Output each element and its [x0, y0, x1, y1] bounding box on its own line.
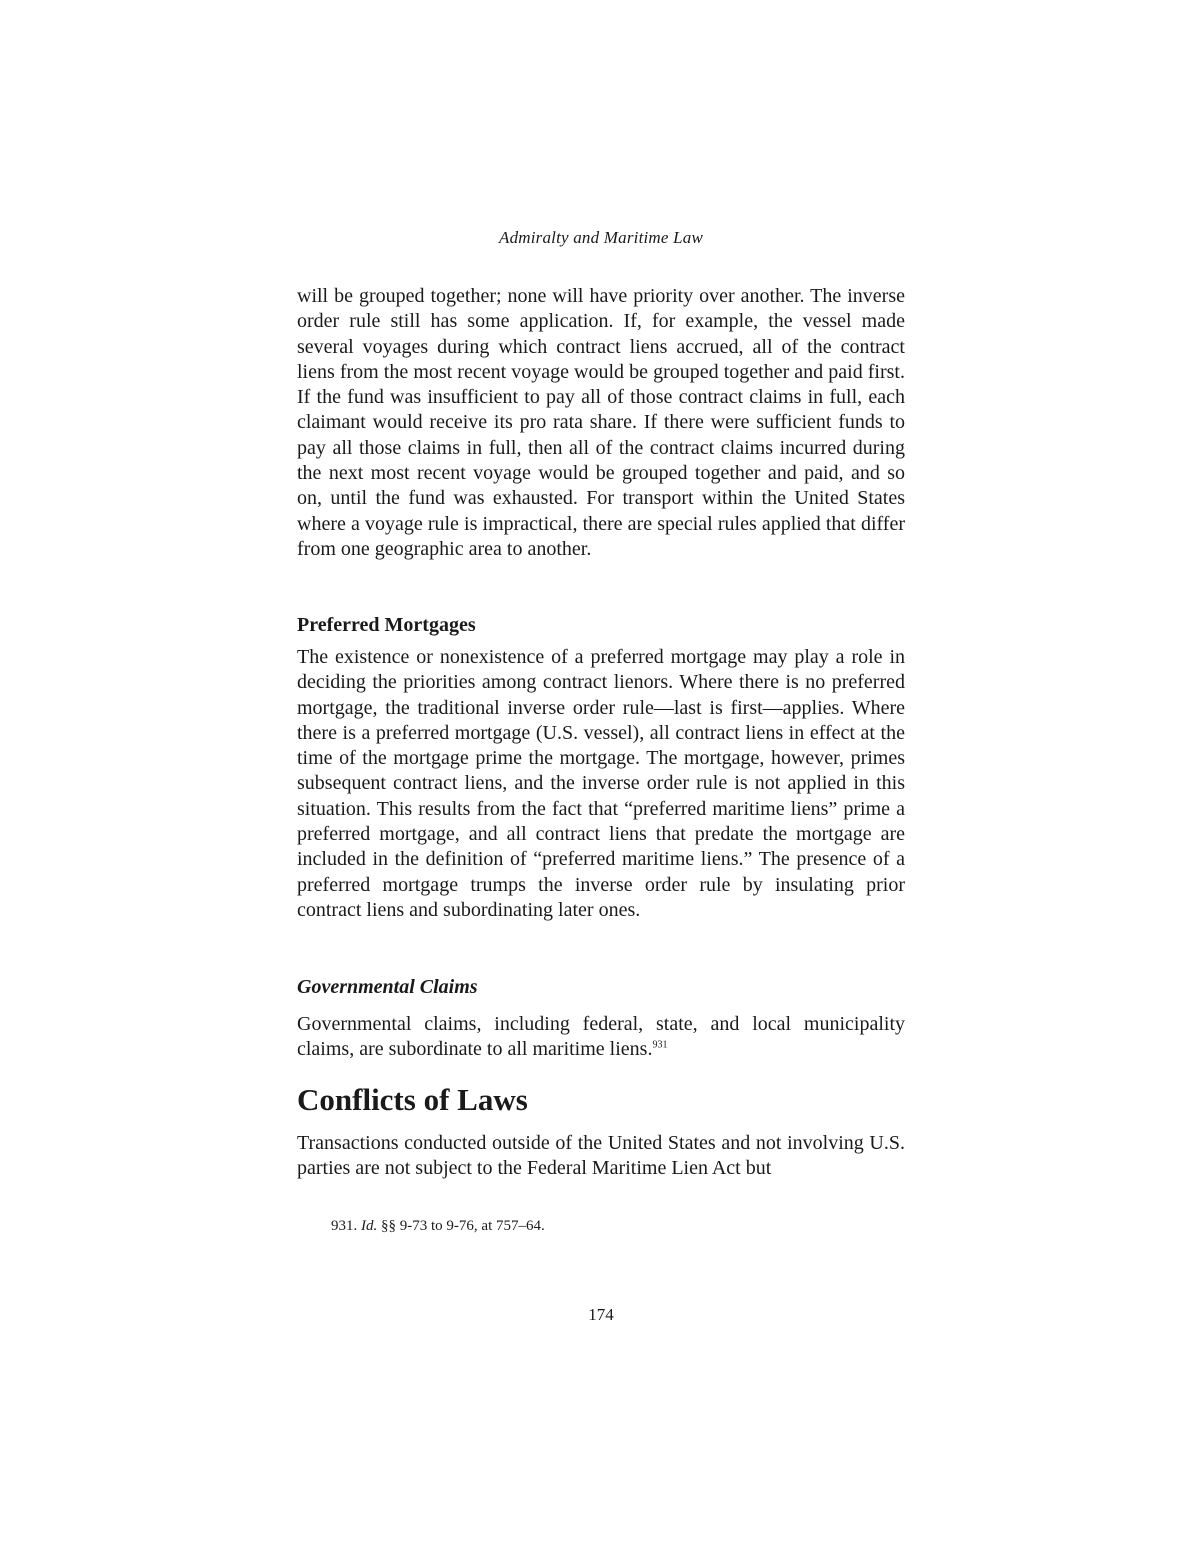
section-heading-governmental-claims: Governmental Claims	[297, 976, 478, 998]
governmental-claims-text: Governmental claims, including federal, state, and local municipality claims, are subordinate to all maritime liens.	[297, 1013, 905, 1061]
footnote-number: 931.	[331, 1218, 358, 1234]
body-paragraph-voyage-rule: will be grouped together; none will have priority over another. The inverse order rule still has some application. If, for example, the vessel made several voyages during which contract liens accrued, all of the contract liens from the most recent voyage would be grouped together and paid first. If the fund was insufficient to pay all of those contract claims in full, each claimant would receive its pro rata share. If there were sufficient funds to pay all those claims in full, then all of the contract claims incurred during the next most recent voyage would be grouped together and paid, and so on, until the fund was exhausted. For transport within the United States where a voyage rule is impractical, there are special rules applied that differ from one geographic area to another.	[297, 285, 905, 560]
section-heading-conflicts-of-laws: Conflicts of Laws	[297, 1082, 528, 1117]
footnote-id: Id.	[361, 1218, 378, 1234]
body-paragraph-conflicts-of-laws: Transactions conducted outside of the United States and not involving U.S. parties are not subject to the Federal Maritime Lien Act but	[297, 1132, 905, 1180]
body-paragraph-preferred-mortgages: The existence or nonexistence of a preferred mortgage may play a role in deciding the priorities among contract lienors. Where there is no preferred mortgage, the traditional inverse order rule—last is first—applies. Where there is a preferred mortgage (U.S. vessel), all contract liens in effect at the time of the mortgage prime the mortgage. The mortgage, however, primes subsequent contract liens, and the inverse order rule is not applied in this situation. This results from the fact that “preferred maritime liens” prime a preferred mortgage, and all contract liens that predate the mortgage are included in the definition of “preferred maritime liens.” The presence of a preferred mortgage trumps the inverse order rule by insulating prior contract liens and subordinating later ones.	[297, 646, 905, 921]
section-heading-preferred-mortgages: Preferred Mortgages	[297, 614, 476, 636]
footnote-931	[331, 1218, 905, 1235]
body-paragraph-governmental-claims	[297, 1012, 905, 1063]
footnote-text: §§ 9-73 to 9-76, at 757–64.	[381, 1218, 545, 1234]
running-head: Admiralty and Maritime Law	[498, 228, 703, 247]
footnote-reference: 931	[652, 1039, 668, 1051]
page-number: 174	[588, 1305, 614, 1324]
